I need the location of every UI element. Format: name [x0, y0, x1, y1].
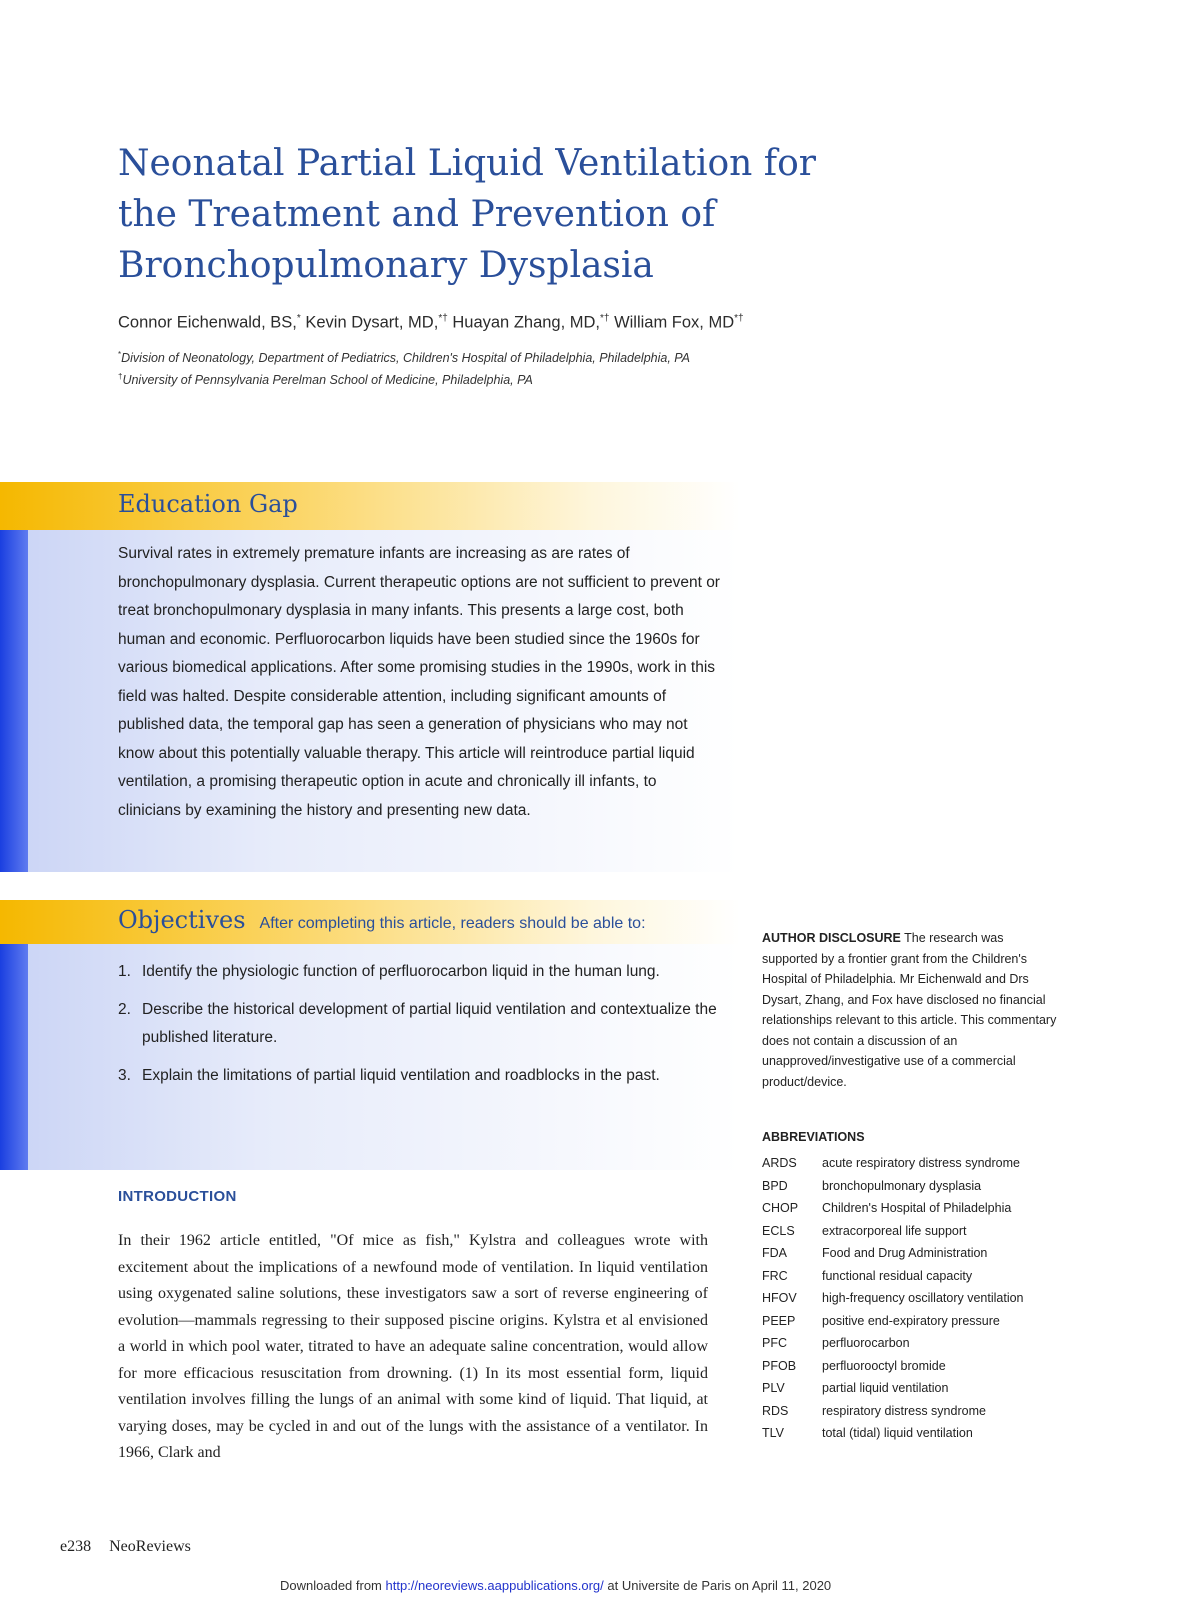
- article-title: [118, 138, 878, 291]
- author-name: Connor Eichenwald, BS,: [118, 313, 297, 332]
- abbreviation-row: [762, 1287, 1072, 1310]
- abbreviation-definition: extracorporeal life support: [822, 1223, 967, 1238]
- abbreviation-code: FDA: [762, 1246, 787, 1260]
- author-disclosure: [762, 928, 1062, 1092]
- objective-number: 1.: [118, 963, 131, 980]
- download-link[interactable]: http://neoreviews.aappublications.org/: [385, 1578, 604, 1593]
- introduction-text: In their 1962 article entitled, "Of mice as fish," Kylstra and colleagues wrote with excitement about the implications of a newfound mode of ventilation. In liquid ventilation using oxygenated saline solutions, these investigators saw a sort of reverse engineering of evolution—mammals regressing to their supposed piscine origins. Kylstra et al envisioned a world in which pool water, titrated to have an adequate saline concentration, would allow for more efficacious resuscitation from drowning. (1) In its most essential form, liquid ventilation involves filling the lungs of an animal with some kind of liquid. That liquid, at varying doses, may be cycled in and out of the lungs with the assistance of a ventilator. In 1966, Clark and: [118, 1232, 708, 1461]
- abbreviation-definition: positive end-expiratory pressure: [822, 1313, 1000, 1328]
- title-line: Bronchopulmonary Dysplasia: [118, 245, 654, 286]
- objectives-side-bar: [0, 944, 28, 1170]
- education-gap-text: Survival rates in extremely premature infants are increasing as are rates of bronchopulmonary dysplasia. Current therapeutic options are not sufficient to prevent or treat bronchopulmonary dysplasia in many infants. This presents a large cost, both human and economic. Perfluorocarbon liquids have been studied since the 1960s for various biomedical applications. After some promising studies in the 1990s, work in this field was halted. Despite considerable attention, including significant amounts of published data, the temporal gap has seen a generation of physicians who may not know about this potentially valuable therapy. This article will reintroduce partial liquid ventilation, a promising therapeutic option in acute and chronically ill infants, to clinicians by examining the history and presenting new data.: [118, 545, 720, 819]
- disclosure-label: AUTHOR DISCLOSURE: [762, 931, 901, 945]
- abbreviation-code: HFOV: [762, 1291, 797, 1305]
- abbreviation-row: [762, 1400, 1072, 1423]
- affiliation: [118, 372, 533, 387]
- abbreviation-definition: high-frequency oscillatory ventilation: [822, 1291, 1024, 1305]
- affiliation-mark: *: [118, 350, 122, 359]
- objective-text: Describe the historical development of partial liquid ventilation and contextualize the published literature.: [142, 1001, 717, 1046]
- abbreviation-row: [762, 1332, 1072, 1355]
- objective-item: [118, 996, 738, 1052]
- author-marks: *: [296, 313, 301, 324]
- abbreviation-row: [762, 1197, 1072, 1220]
- author-marks: *†: [734, 313, 744, 324]
- objectives-subheading: After completing this article, readers should be able to:: [259, 915, 646, 932]
- download-suffix: at Universite de Paris on April 11, 2020: [607, 1578, 832, 1593]
- page-number: e238: [60, 1538, 92, 1555]
- objective-number: 2.: [118, 1001, 131, 1018]
- objective-item: [118, 958, 738, 986]
- affiliation-text: University of Pennsylvania Perelman School of Medicine, Philadelphia, PA: [122, 373, 533, 388]
- abbreviation-code: FRC: [762, 1268, 788, 1283]
- education-gap-side-bar: [0, 530, 28, 872]
- objective-number: 3.: [118, 1067, 131, 1084]
- education-gap-heading: Education Gap: [118, 490, 298, 518]
- objectives-title: Objectives: [118, 906, 246, 934]
- abbreviation-row: [762, 1242, 1072, 1265]
- title-line: the Treatment and Prevention of: [118, 194, 716, 235]
- abbreviation-row: [762, 1220, 1072, 1243]
- author-name: Kevin Dysart, MD,: [305, 313, 439, 332]
- abbreviation-code: PFC: [762, 1336, 787, 1350]
- abbreviation-code: PEEP: [762, 1313, 796, 1328]
- abbreviation-row: [762, 1422, 1072, 1445]
- abbreviation-row: [762, 1355, 1072, 1378]
- abbreviation-definition: perfluorooctyl bromide: [822, 1358, 946, 1373]
- abbreviation-definition: Children's Hospital of Philadelphia: [822, 1201, 1012, 1215]
- abbreviation-code: CHOP: [762, 1201, 799, 1215]
- objectives-list: [118, 958, 738, 1100]
- page-footer: [60, 1538, 191, 1556]
- abbreviation-definition: total (tidal) liquid ventilation: [822, 1426, 973, 1440]
- abbreviation-definition: acute respiratory distress syndrome: [822, 1156, 1020, 1170]
- download-notice: [280, 1578, 831, 1593]
- abbreviation-row: [762, 1152, 1072, 1175]
- objective-text: Identify the physiologic function of perfluorocarbon liquid in the human lung.: [142, 963, 660, 980]
- author-marks: *†: [438, 313, 448, 324]
- objectives-heading: [118, 906, 646, 934]
- abbreviations-heading: ABBREVIATIONS: [762, 1130, 865, 1144]
- author-list: [118, 313, 744, 333]
- abbreviation-code: PLV: [762, 1381, 785, 1395]
- affiliation-text: Division of Neonatology, Department of Pediatrics, Children's Hospital of Philadelphia, Philadelphia, PA: [121, 351, 691, 366]
- objective-item: [118, 1062, 738, 1090]
- abbreviation-definition: respiratory distress syndrome: [822, 1403, 986, 1418]
- abbreviation-code: PFOB: [762, 1358, 797, 1373]
- download-prefix: Downloaded from: [280, 1578, 382, 1593]
- abbreviation-row: [762, 1377, 1072, 1400]
- author-marks: *†: [600, 313, 610, 324]
- abbreviation-code: RDS: [762, 1403, 789, 1418]
- author-name: William Fox, MD: [614, 313, 735, 332]
- education-gap-header-bar: [0, 482, 740, 530]
- abbreviation-code: ARDS: [762, 1156, 797, 1170]
- journal-name: NeoReviews: [109, 1538, 191, 1555]
- affiliation: [118, 350, 690, 365]
- abbreviation-code: TLV: [762, 1426, 784, 1440]
- abbreviation-definition: partial liquid ventilation: [822, 1381, 949, 1395]
- abbreviation-code: ECLS: [762, 1223, 795, 1238]
- author-name: Huayan Zhang, MD,: [452, 313, 601, 332]
- abbreviation-definition: perfluorocarbon: [822, 1336, 910, 1350]
- objective-text: Explain the limitations of partial liquid ventilation and roadblocks in the past.: [142, 1067, 660, 1084]
- affiliation-mark: †: [118, 372, 123, 381]
- abbreviation-definition: functional residual capacity: [822, 1268, 973, 1283]
- abbreviations-list: [762, 1152, 1072, 1445]
- introduction-heading: INTRODUCTION: [118, 1188, 237, 1205]
- abbreviation-definition: Food and Drug Administration: [822, 1246, 988, 1260]
- abbreviation-row: [762, 1310, 1072, 1333]
- abbreviation-definition: bronchopulmonary dysplasia: [822, 1178, 982, 1193]
- abbreviation-row: [762, 1265, 1072, 1288]
- disclosure-text: The research was supported by a frontier grant from the Children's Hospital of Philadelphia. Mr Eichenwald and Drs Dysart, Zhang, and Fox have disclosed no financial relationships relevant to this article. This commentary does not contain a discussion of an unapproved/investigative use of a commercial product/device.: [762, 931, 1057, 1089]
- title-line: Neonatal Partial Liquid Ventilation for: [118, 143, 816, 184]
- abbreviation-row: [762, 1175, 1072, 1198]
- abbreviation-code: BPD: [762, 1178, 788, 1193]
